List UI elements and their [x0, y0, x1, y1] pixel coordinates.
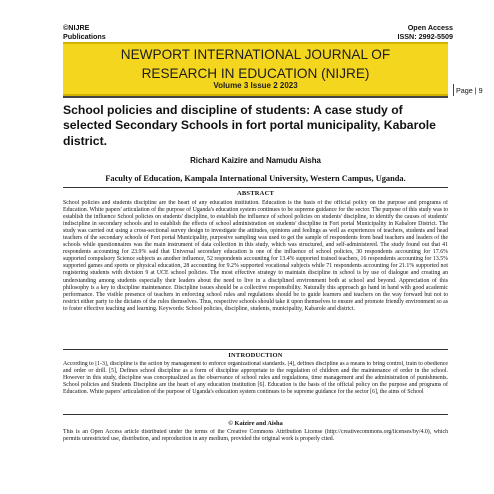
access-block: [397, 24, 453, 41]
open-access-label: Open Access: [407, 23, 453, 32]
journal-banner: [63, 42, 448, 96]
journal-title-line-2: RESEARCH IN EDUCATION (NIJRE): [141, 65, 370, 81]
copyright-notice: © Kaizire and Aisha: [228, 420, 283, 427]
article-affiliation: Faculty of Education, Kampala International University, Western Campus, Uganda.: [105, 174, 406, 183]
abstract-rule-top: [63, 187, 448, 188]
article-authors: Richard Kaizire and Namudu Aisha: [190, 156, 321, 165]
page-number-divider: [453, 84, 454, 96]
introduction-text: According to [1-3], discipline is the action by management to enforce organizational standards. [4], defines discipline as a means to bring control, train to obedience and order or drill. [5], Defines school discipline as a form of discipline appropriate to the regulation of children and the maintenance of order in the school. However in this study, discipline was conceptualized as the observance of school rules and regulations, time management and the administration of punishments. School policies and Students Discipline are the heart of any education institution [6]. Education is the basis of the official policy on the purpose and programs of Education. White papers' articulation of the purpose of Uganda's education system continues to be supreme guidance for the sector [6], the aims of School: [63, 361, 448, 396]
header-rule: [63, 96, 448, 98]
publisher-sub: Publications: [63, 31, 106, 41]
abstract-heading: ABSTRACT: [237, 190, 274, 197]
abstract-text: School policies and students discipline are the heart of any education institution. Education is the basis of the official policy on the purpose and programs of Education. White papers' articulation of the purpose of Uganda's education system continues to be supreme guidance for the sector. The purpose of this study was to establish the influence School policies on students' discipline, to establish the influence of school policies on students' discipline, to identify the causes of students' indiscipline in secondary schools and to establish the effects of school administration on students' discipline in Fort portal Municipality in Kabalore District. The study was carried out using a cross-sectional survey design to investigate the attitudes, opinions and feelings as well as experiences of teachers, students and head teachers of the secondary schools of Fort portal Municipality, purposive sampling was used to get the sample of respondents from head teachers and leaders of the schools while questionnaires was the main instrument of data collection in this study, which was structured, and self-administered. The study found out that 41 respondents accounting for 23.9% said that Universal secondary education is one of the influence of school policies, 30 respondents accounting for 17.6% supported compulsory Science subjects as another influence, 52 respondents accounting for 13.4% supported trained teachers, 16 respondents accounting for 13.5% supported games and sports or physical education, 28 accounting for 9.2% supported vocational subjects while 71 respondents accounting for 21.1% supported not registering students with division 9 at UCE school policies. The most effective strategy to maintain discipline in school is by use of dialogue and creating an understanding among students especially their leaders about the need to live in a disciplined environment both at school and beyond. Appreciation of this philosophy is a key to discipline maintenance. Discipline issues should be a collective responsibility. Naturally this approach go hand in hand with good academic performance. The visible presence of teachers in enforcing school rules and regulations should be to guide learners and teachers on the way forward but not to restrict either party to the dictates of the rules themselves. Thus, respective schools should take it upon themselves to ensure and promote friendly environment so as to foster effective teaching and learning. Keywords: School policies, discipline, students, municipality, Kabarole and district.: [63, 200, 448, 312]
journal-title-line-1: NEWPORT INTERNATIONAL JOURNAL OF: [120, 47, 391, 62]
intro-rule-top: [63, 349, 448, 350]
publisher-name: ©NIJRE: [63, 23, 90, 32]
introduction-heading: INTRODUCTION: [228, 352, 283, 359]
volume-issue: Volume 3 Issue 2 2023: [213, 81, 298, 90]
article-title: School policies and discipline of students: A case study of selected Secondary Schools in fort portal municipality, Kabarole district.: [63, 103, 436, 148]
page-number: Page | 9: [456, 86, 483, 95]
footer-rule: [63, 414, 448, 415]
issn-label: ISSN: 2992-5509: [397, 31, 453, 41]
license-text: This is an Open Access article distributed under the terms of the Creative Commons Attribution License (http://creativecommons.org/licenses/by/4.0), which permits unrestricted use, distribution, and reproduction in any medium, provided the original work is properly cited.: [63, 429, 448, 443]
publisher-block: [63, 24, 106, 41]
